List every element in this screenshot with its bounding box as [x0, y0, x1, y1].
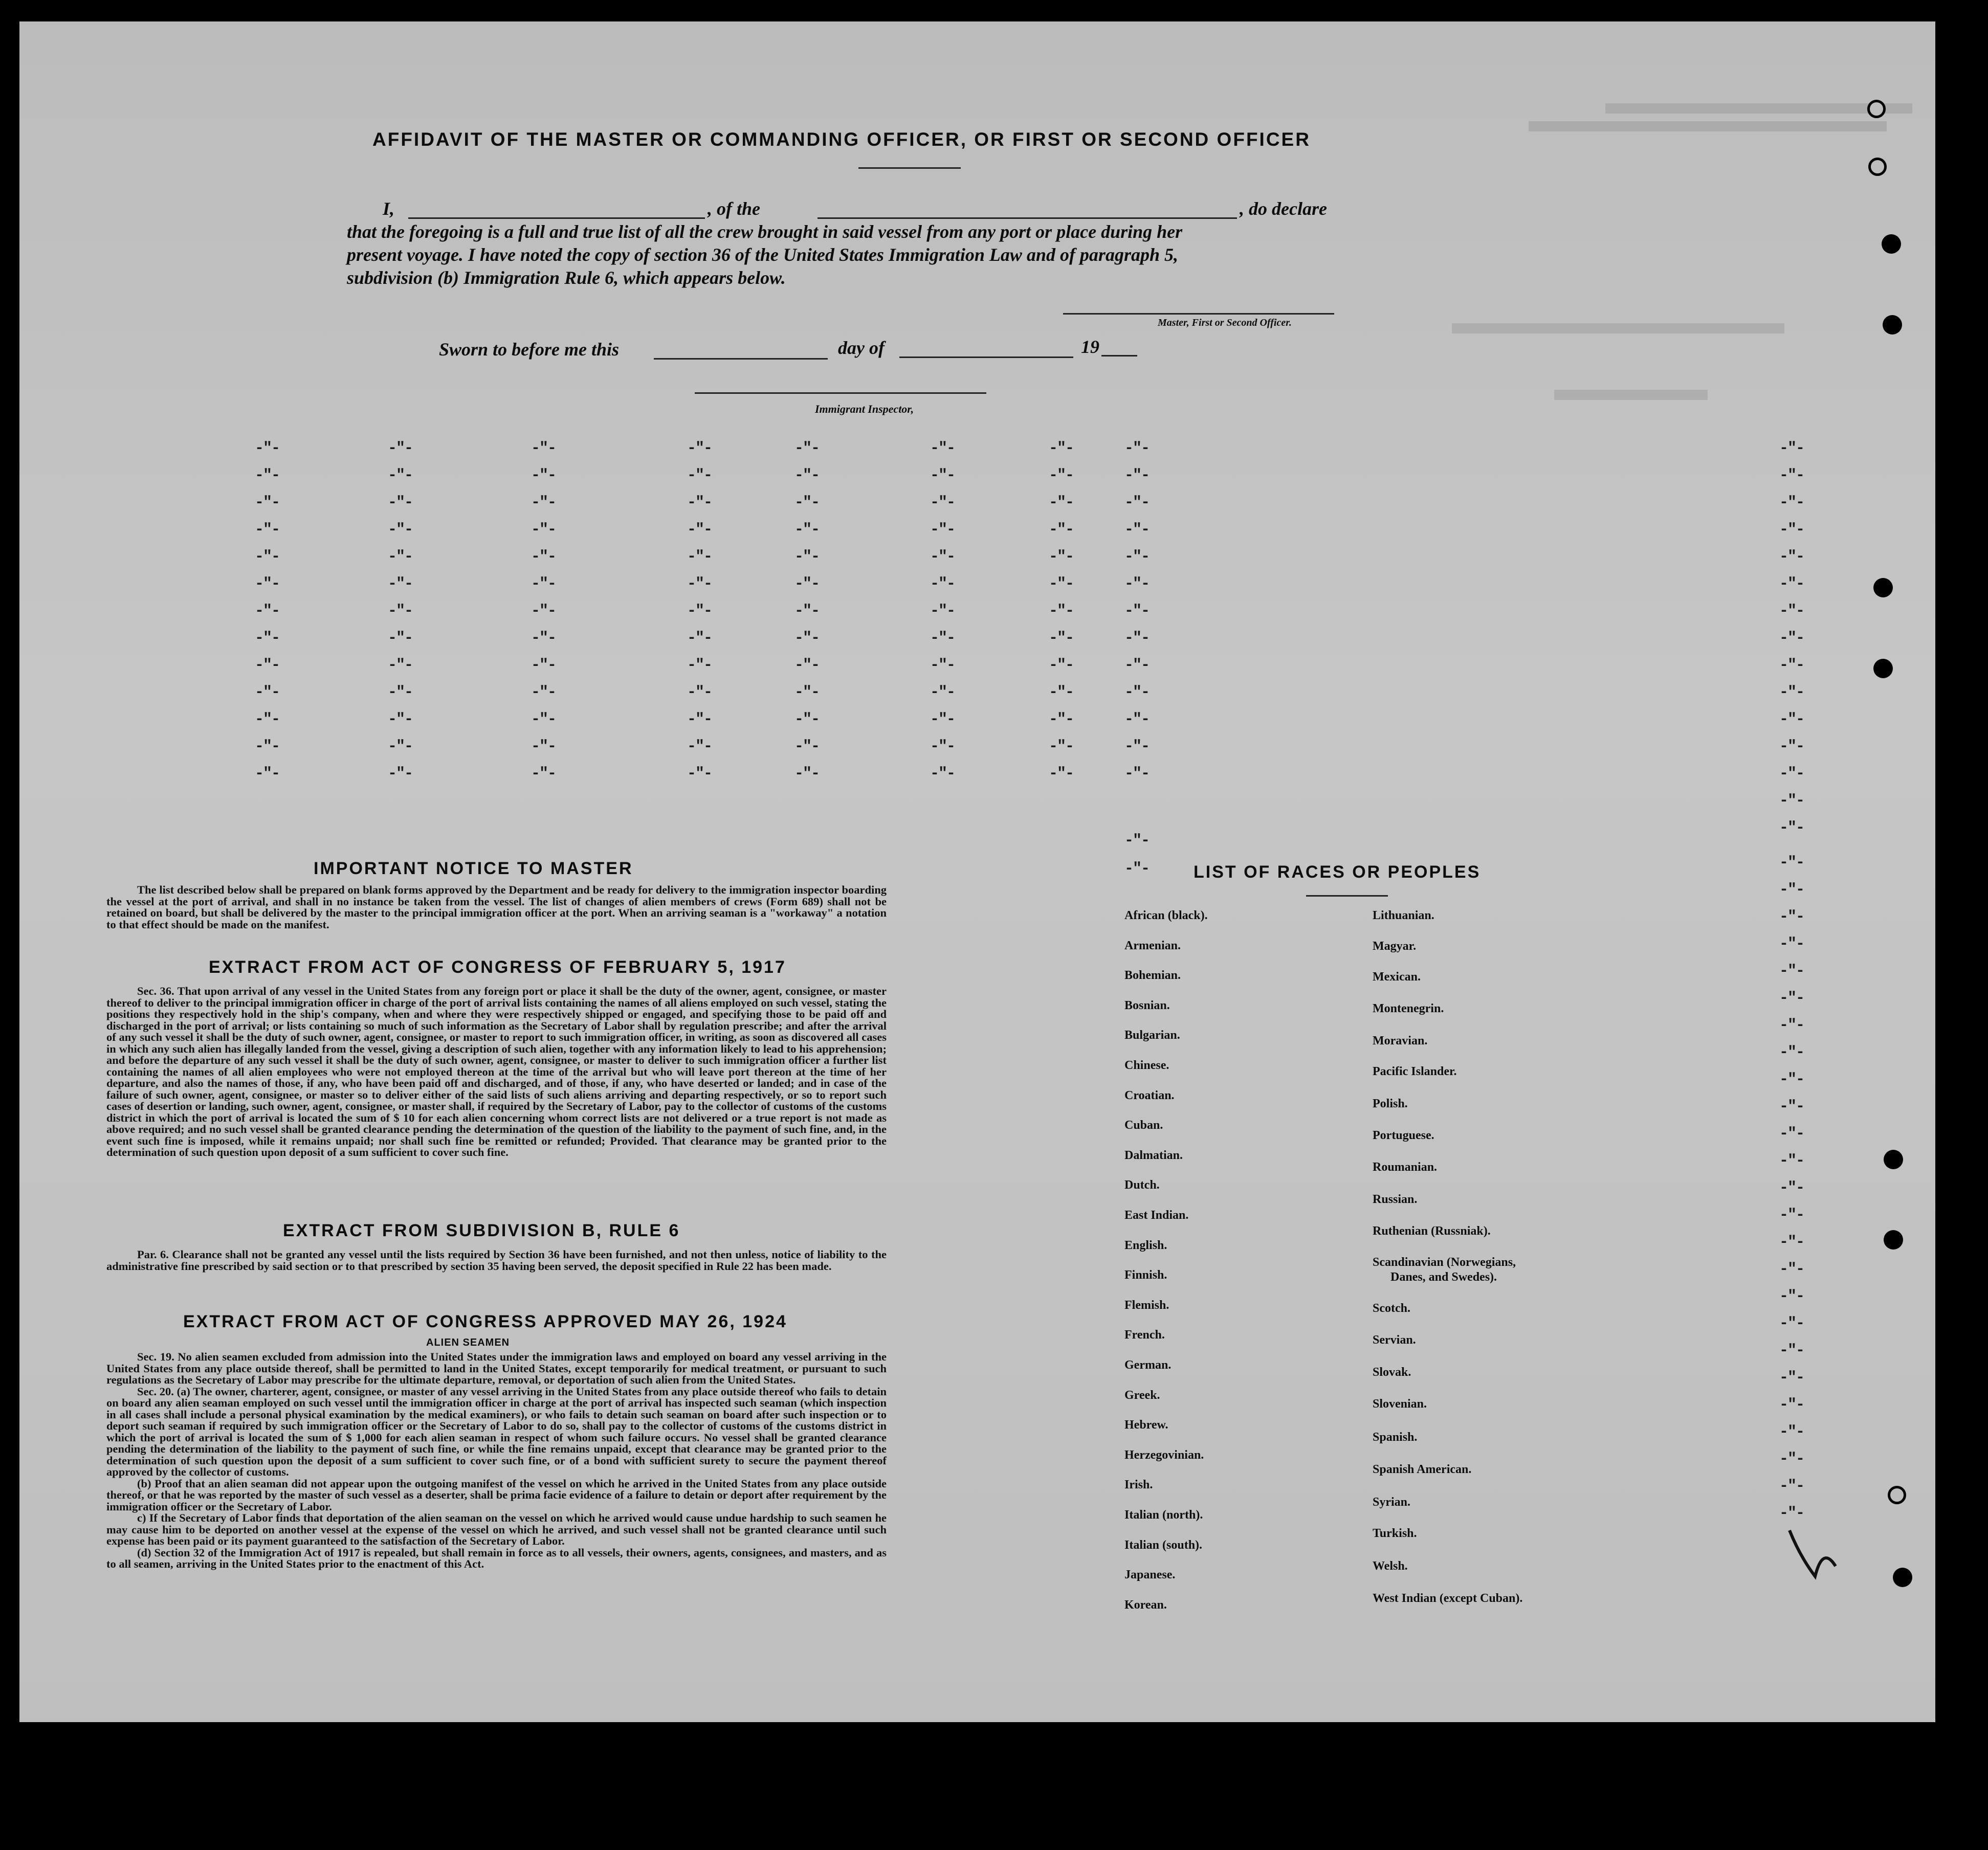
ditto-mark: -"-	[531, 575, 556, 593]
ditto-mark: -"-	[531, 765, 556, 783]
race-item: Mexican.	[1373, 970, 1421, 984]
race-item: Pacific Islander.	[1373, 1065, 1457, 1078]
ditto-mark: -"-	[1049, 548, 1074, 566]
race-item: African (black).	[1124, 909, 1208, 922]
ditto-mark: -"-	[531, 440, 556, 457]
ditto-mark: -"-	[255, 494, 280, 511]
race-item: Portuguese.	[1373, 1129, 1434, 1142]
ditto-mark: -"-	[794, 765, 820, 783]
race-item: Lithuanian.	[1373, 909, 1434, 922]
ditto-mark: -"-	[1779, 792, 1804, 810]
ditto-mark: -"-	[531, 711, 556, 728]
extract-1917-title: EXTRACT FROM ACT OF CONGRESS OF FEBRUARY 5, 1917	[209, 957, 786, 977]
ditto-mark: -"-	[1779, 521, 1804, 539]
race-item: Italian (south).	[1124, 1538, 1203, 1552]
ditto-mark: -"-	[794, 575, 820, 593]
ditto-mark: -"-	[1779, 1044, 1804, 1061]
affidavit-line3: present voyage. I have noted the copy of section 36 of the United States Immigration Law and of paragraph 5,	[347, 244, 1178, 265]
race-item: Welsh.	[1373, 1559, 1408, 1573]
races-title: LIST OF RACES OR PEOPLES	[1194, 862, 1481, 882]
race-item: Dalmatian.	[1124, 1148, 1183, 1162]
race-item: Turkish.	[1373, 1527, 1417, 1540]
ditto-mark: -"-	[388, 738, 413, 755]
race-item: Spanish American.	[1373, 1463, 1472, 1476]
race-item: Bohemian.	[1124, 969, 1181, 983]
binder-hole	[1893, 1568, 1912, 1587]
ditto-mark: -"-	[1779, 935, 1804, 953]
race-item: Servian.	[1373, 1333, 1416, 1347]
ditto-mark: -"-	[388, 630, 413, 647]
race-item: Hebrew.	[1124, 1418, 1168, 1432]
sec20b-paragraph: (b) Proof that an alien seaman did not appear upon the outgoing manifest of the vessel on which he arrived in the United States from any place outside thereof, or that he was reported by the master of such vessel as a deserter, shall be prima facie evidence of a failure to detain or deport after requirement by the immigration officer or the Secretary of Labor.	[106, 1477, 887, 1513]
ditto-mark: -"-	[1779, 467, 1804, 484]
ditto-mark: -"-	[255, 440, 280, 457]
ditto-mark: -"-	[1779, 1234, 1804, 1251]
ditto-mark: -"-	[531, 738, 556, 755]
ditto-mark: -"-	[1124, 521, 1150, 539]
ditto-mark: -"-	[1779, 548, 1804, 566]
sworn-day-label: day of	[838, 338, 885, 358]
ditto-mark: -"-	[1124, 548, 1150, 566]
ditto-mark: -"-	[1779, 1261, 1804, 1278]
ditto-mark: -"-	[687, 630, 712, 647]
alien-seamen-subtitle: ALIEN SEAMEN	[426, 1337, 510, 1348]
ditto-mark: -"-	[1049, 765, 1074, 783]
race-item: Roumanian.	[1373, 1161, 1438, 1174]
race-item: Bulgarian.	[1124, 1029, 1180, 1042]
ditto-mark: -"-	[255, 521, 280, 539]
race-item: German.	[1124, 1358, 1172, 1372]
race-item: East Indian.	[1124, 1209, 1189, 1222]
ditto-mark: -"-	[930, 711, 955, 728]
ditto-mark: -"-	[1779, 1071, 1804, 1088]
ditto-mark: -"-	[687, 467, 712, 484]
ditto-mark: -"-	[531, 494, 556, 511]
ditto-mark: -"-	[388, 440, 413, 457]
ditto-mark: -"-	[687, 548, 712, 566]
ditto-mark: -"-	[1049, 440, 1074, 457]
ditto-mark: -"-	[930, 738, 955, 755]
ditto-mark: -"-	[1779, 657, 1804, 674]
ditto-mark: -"-	[794, 630, 820, 647]
ditto-mark: -"-	[1779, 711, 1804, 728]
ditto-mark: -"-	[1124, 738, 1150, 755]
race-item: Croatian.	[1124, 1088, 1175, 1102]
ditto-mark: -"-	[1779, 819, 1804, 837]
ditto-mark: -"-	[930, 548, 955, 566]
ditto-mark: -"-	[1124, 860, 1150, 878]
ditto-mark: -"-	[1779, 603, 1804, 620]
notice-title: IMPORTANT NOTICE TO MASTER	[314, 859, 633, 878]
ditto-mark: -"-	[1779, 1315, 1804, 1332]
binder-hole	[1868, 158, 1887, 176]
ditto-mark: -"-	[930, 603, 955, 620]
ditto-mark: -"-	[1779, 854, 1804, 872]
ditto-mark: -"-	[1779, 1098, 1804, 1116]
ditto-mark: -"-	[794, 548, 820, 566]
ditto-mark: -"-	[531, 657, 556, 674]
race-item: Herzegovinian.	[1124, 1448, 1204, 1462]
ditto-mark: -"-	[255, 467, 280, 484]
ditto-mark: -"-	[1124, 711, 1150, 728]
ditto-mark: -"-	[1779, 1369, 1804, 1387]
ditto-mark: -"-	[1049, 684, 1074, 701]
ditto-mark: -"-	[1124, 630, 1150, 647]
ditto-mark: -"-	[1124, 440, 1150, 457]
ditto-mark: -"-	[687, 494, 712, 511]
ditto-mark: -"-	[1049, 630, 1074, 647]
extract-1924-title: EXTRACT FROM ACT OF CONGRESS APPROVED MAY 26, 1924	[183, 1312, 787, 1331]
ditto-mark: -"-	[687, 657, 712, 674]
ditto-mark: -"-	[930, 521, 955, 539]
race-item: Armenian.	[1124, 939, 1181, 952]
ditto-mark: -"-	[687, 575, 712, 593]
ditto-mark: -"-	[1779, 1288, 1804, 1305]
ditto-mark: -"-	[255, 603, 280, 620]
affidavit-line4: subdivision (b) Immigration Rule 6, which appears below.	[347, 268, 786, 288]
ditto-mark: -"-	[255, 711, 280, 728]
ditto-mark: -"-	[1779, 881, 1804, 899]
race-item: Bosnian.	[1124, 998, 1170, 1012]
ditto-mark: -"-	[1049, 711, 1074, 728]
ditto-mark: -"-	[794, 657, 820, 674]
ditto-mark: -"-	[1779, 1152, 1804, 1170]
ditto-mark: -"-	[687, 738, 712, 755]
ditto-mark: -"-	[1779, 1207, 1804, 1224]
race-item: Dutch.	[1124, 1178, 1160, 1192]
ditto-mark: -"-	[1779, 630, 1804, 647]
ditto-mark: -"-	[930, 440, 955, 457]
race-item: Chinese.	[1124, 1059, 1169, 1072]
ditto-mark: -"-	[1124, 765, 1150, 783]
affidavit-line1-mid: , of the	[708, 198, 760, 219]
ditto-mark: -"-	[388, 548, 413, 566]
ditto-mark: -"-	[388, 467, 413, 484]
ditto-mark: -"-	[1779, 494, 1804, 511]
ditto-mark: -"-	[388, 603, 413, 620]
section-36-paragraph: Sec. 36. That upon arrival of any vessel in the United States from any foreign port or place it shall be the duty of the owner, agent, consignee, or master thereof to deliver to the principal immigration officer in charge of the port of arrival lists containing the names of all aliens employed on such vessel, stating the positions they respectively hold in the ship's company, when and where they were respectively shipped or engaged, and specifying those to be paid off and discharged in the port of arrival; or lists containing so much of such information as the Secretary of Labor shall by regulation prescribe; and after the arrival of any such vessel it shall be the duty of such owner, agent, consignee, or master to report to such immigration officer, in writing, as soon as discovered all cases in which any such alien has illegally landed from the vessel, giving a description of such alien, together with any information likely to lead to his apprehension; and before the departure of any such vessel it shall be the duty of such owner, agent, consignee, or master to deliver to such immigration officer a further list containing the names of all alien employees who were not employed thereon at the time of the arrival but who will leave port thereon at the time of her departure, and also the names of those, if any, who have been paid off and discharged, and of those, if any, who have deserted or landed; and in case of the failure of such owner, agent, consignee, or master so to deliver either of the said lists of such aliens arriving and departing respectively, or so to report such cases of desertion or landing, such owner, agent, consignee, or master shall, if required by the Secretary of Labor, pay to the collector of customs of the customs district in which the port of arrival is located the sum of $ 10 for each alien concerning whom correct lists are not delivered or a true report is not made as above required; and no such vessel shall be granted clearance pending the determination of the question of the liability to the payment of such fine, and, in the event such fine is imposed, while it remains unpaid; nor shall such fine be remitted or refunded; Provided. That clearance may be granted prior to the determination of such question upon deposit of a sum sufficient to cover such fine.	[106, 985, 887, 1158]
ditto-mark: -"-	[531, 467, 556, 484]
ditto-mark: -"-	[1779, 1125, 1804, 1143]
race-item: Scotch.	[1373, 1302, 1410, 1315]
ditto-mark: -"-	[794, 494, 820, 511]
ditto-mark: -"-	[1049, 494, 1074, 511]
race-item: Montenegrin.	[1373, 1002, 1444, 1015]
ditto-mark: -"-	[1049, 467, 1074, 484]
ditto-mark: -"-	[930, 575, 955, 593]
ditto-mark: -"-	[930, 765, 955, 783]
ditto-mark: -"-	[1779, 440, 1804, 457]
ditto-mark: -"-	[794, 711, 820, 728]
race-item: Finnish.	[1124, 1268, 1167, 1282]
ditto-mark: -"-	[388, 657, 413, 674]
race-item: Magyar.	[1373, 940, 1417, 953]
ditto-mark: -"-	[531, 603, 556, 620]
ditto-mark: -"-	[388, 494, 413, 511]
ditto-mark: -"-	[1779, 575, 1804, 593]
ditto-mark: -"-	[1779, 1451, 1804, 1468]
ditto-mark: -"-	[531, 521, 556, 539]
sec20c-paragraph: c) If the Secretary of Labor finds that deportation of the alien seaman on the vessel on which he arrived would cause undue hardship to such seamen he may cause him to be deported on another vessel at the expense of the vessel on which he arrived, and such vessel shall not be granted clearance until such expense has been paid or its payment guaranteed to the satisfaction of the Secretary of Labor.	[106, 1511, 887, 1547]
ditto-mark: -"-	[1779, 1179, 1804, 1197]
extract-rule6-title: EXTRACT FROM SUBDIVISION B, RULE 6	[283, 1221, 680, 1240]
ditto-mark: -"-	[1049, 657, 1074, 674]
affidavit-line1-start: I,	[383, 198, 395, 219]
race-item: Cuban.	[1124, 1119, 1163, 1132]
ditto-mark: -"-	[388, 521, 413, 539]
ditto-mark: -"-	[255, 657, 280, 674]
ditto-mark: -"-	[794, 738, 820, 755]
ditto-mark: -"-	[255, 738, 280, 755]
ditto-mark: -"-	[930, 630, 955, 647]
ditto-mark: -"-	[531, 684, 556, 701]
race-item: Syrian.	[1373, 1496, 1411, 1509]
ditto-mark: -"-	[1779, 990, 1804, 1007]
ditto-mark: -"-	[255, 765, 280, 783]
ditto-mark: -"-	[1049, 603, 1074, 620]
sec20d-paragraph: (d) Section 32 of the Immigration Act of 1917 is repealed, but shall remain in force as to all vessels, their owners, agents, consignees, and masters, and as to all seamen, arriving in the United States prior to the enactment of this Act.	[106, 1546, 887, 1570]
signature-label: Master, First or Second Officer.	[1158, 317, 1292, 328]
handwritten-mark	[1779, 1515, 1841, 1592]
binder-hole	[1884, 1230, 1903, 1250]
race-item: Ruthenian (Russniak).	[1373, 1224, 1491, 1238]
ditto-mark: -"-	[1779, 1017, 1804, 1034]
race-item: Russian.	[1373, 1193, 1418, 1206]
sworn-year-label: 19	[1081, 337, 1099, 357]
ditto-mark: -"-	[930, 494, 955, 511]
ditto-mark: -"-	[687, 440, 712, 457]
ditto-mark: -"-	[930, 467, 955, 484]
ditto-mark: -"-	[1779, 738, 1804, 755]
ditto-mark: -"-	[687, 521, 712, 539]
extract-1924-text	[106, 1351, 887, 1570]
race-item: Greek.	[1124, 1388, 1160, 1402]
ditto-mark: -"-	[687, 711, 712, 728]
ditto-mark: -"-	[531, 630, 556, 647]
binder-hole	[1873, 578, 1893, 597]
ditto-mark: -"-	[1779, 765, 1804, 783]
notice-paragraph: The list described below shall be prepared on blank forms approved by the Department and be ready for delivery to the immigration inspector boarding the vessel at the port of arrival, and shall in no instance be taken from the vessel. The list of changes of alien members of crews (Form 689) shall not be retained on board, but shall be delivered by the master to the principal immigration officer at the port. When an arriving seaman is a "workaway" a notation to that effect should be made on the manifest.	[106, 883, 887, 931]
race-item: Korean.	[1124, 1598, 1167, 1612]
ditto-mark: -"-	[388, 711, 413, 728]
sec19-paragraph: Sec. 19. No alien seamen excluded from admission into the United States under the immigration laws and employed on board any vessel arriving in the United States from any place outside thereof, shall be permitted to land in the United States, except temporarily for medical treatment, or pursuant to such regulations as the Secretary of Labor may prescribe for the ultimate departure, removal, or deportation of such alien from the United States.	[106, 1350, 887, 1386]
ditto-mark: -"-	[255, 684, 280, 701]
race-item: Slovak.	[1373, 1366, 1411, 1379]
ditto-mark: -"-	[930, 684, 955, 701]
ditto-mark: -"-	[388, 684, 413, 701]
race-item: Irish.	[1124, 1478, 1153, 1492]
ditto-mark: -"-	[1779, 684, 1804, 701]
extract-1917-text	[106, 986, 887, 1158]
ditto-mark: -"-	[1049, 521, 1074, 539]
sworn-label: Sworn to before me this	[439, 339, 620, 360]
binder-hole	[1882, 234, 1901, 254]
binder-hole	[1888, 1486, 1906, 1504]
race-item: Flemish.	[1124, 1298, 1169, 1312]
notice-text	[106, 884, 887, 930]
ditto-mark: -"-	[687, 603, 712, 620]
ditto-mark: -"-	[687, 684, 712, 701]
ditto-mark: -"-	[1049, 575, 1074, 593]
ditto-mark: -"-	[1779, 1396, 1804, 1414]
race-item: West Indian (except Cuban).	[1373, 1592, 1523, 1605]
race-item: Danes, and Swedes).	[1390, 1271, 1497, 1284]
race-item: Moravian.	[1373, 1034, 1428, 1047]
affidavit-line1-end: , do declare	[1240, 198, 1327, 219]
ditto-mark: -"-	[1779, 1423, 1804, 1441]
affidavit-title: AFFIDAVIT OF THE MASTER OR COMMANDING OFFICER, OR FIRST OR SECOND OFFICER	[372, 129, 1311, 150]
ditto-mark: -"-	[1124, 603, 1150, 620]
ditto-mark: -"-	[388, 765, 413, 783]
race-item: Slovenian.	[1373, 1397, 1427, 1411]
ditto-mark: -"-	[794, 440, 820, 457]
race-item: French.	[1124, 1328, 1165, 1342]
ditto-mark: -"-	[1124, 657, 1150, 674]
ditto-mark: -"-	[1124, 832, 1150, 850]
ditto-mark: -"-	[255, 575, 280, 593]
ditto-mark: -"-	[255, 630, 280, 647]
ditto-mark: -"-	[388, 575, 413, 593]
ditto-mark: -"-	[794, 467, 820, 484]
ditto-mark: -"-	[1779, 1478, 1804, 1495]
ditto-mark: -"-	[794, 603, 820, 620]
ditto-mark: -"-	[794, 684, 820, 701]
inspector-label: Immigrant Inspector,	[815, 403, 914, 415]
ditto-mark: -"-	[531, 548, 556, 566]
ditto-mark: -"-	[687, 765, 712, 783]
sec20a-paragraph: Sec. 20. (a) The owner, charterer, agent, consignee, or master of any vessel arriving in the United States from any place outside thereof who fails to detain on board any alien seaman employed on such vessel until the immigration officer in charge at the port of arrival has inspected such seaman (which inspection in all cases shall include a personal physical examination by the medical examiners), or who fails to detain such seaman on board after such inspection or to deport such seaman if required by such immigration officer or the Secretary of Labor to do so, shall pay to the collector of customs of the customs district in which the port of arrival is located the sum of $ 1,000 for each alien seaman in respect of whom such failure occurs. No vessel shall be granted clearance pending the determination of the liability to the payment of such fine, or while the fine remains unpaid, except that clearance may be granted prior to the determination of such question upon the deposit of a sum sufficient to cover such fine, or of a bond with sufficient surety to secure the payment thereof approved by the collector of customs.	[106, 1385, 887, 1478]
ditto-mark: -"-	[1779, 963, 1804, 980]
race-item: Japanese.	[1124, 1568, 1176, 1582]
race-item: Italian (north).	[1124, 1508, 1203, 1522]
extract-rule6-text	[106, 1249, 887, 1272]
race-item: English.	[1124, 1238, 1167, 1252]
binder-hole	[1867, 100, 1886, 118]
ditto-mark: -"-	[1124, 684, 1150, 701]
ditto-mark: -"-	[1124, 494, 1150, 511]
ditto-mark: -"-	[1124, 575, 1150, 593]
binder-hole	[1873, 659, 1893, 678]
rule6-paragraph: Par. 6. Clearance shall not be granted any vessel until the lists required by Section 36 have been furnished, and not then unless, notice of liability to the administrative fine prescribed by said section or to that prescribed by section 35 having been served, the deposit specified in Rule 22 has been made.	[106, 1248, 887, 1273]
race-item: Polish.	[1373, 1097, 1408, 1110]
ditto-mark: -"-	[794, 521, 820, 539]
race-item: Spanish.	[1373, 1431, 1418, 1444]
ditto-mark: -"-	[1779, 1342, 1804, 1359]
ditto-mark: -"-	[255, 548, 280, 566]
races-title-underline	[1306, 895, 1388, 897]
ditto-mark: -"-	[1779, 908, 1804, 926]
ditto-mark: -"-	[1124, 467, 1150, 484]
race-item: Scandinavian (Norwegians,	[1373, 1256, 1516, 1269]
binder-hole	[1883, 315, 1902, 335]
ditto-mark: -"-	[1049, 738, 1074, 755]
document-page	[19, 21, 1935, 1722]
binder-hole	[1884, 1150, 1903, 1169]
ditto-mark: -"-	[930, 657, 955, 674]
affidavit-line2: that the foregoing is a full and true list of all the crew brought in said vessel from any port or place during her	[347, 221, 1183, 242]
ditto-mark: -"-	[1779, 1505, 1804, 1522]
